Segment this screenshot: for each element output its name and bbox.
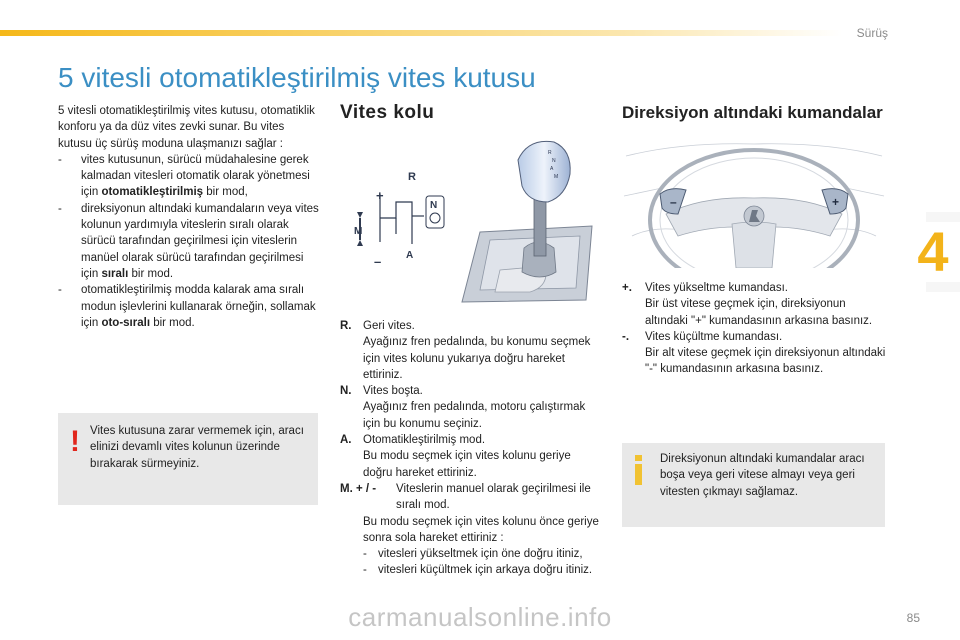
definition-row bbox=[340, 481, 602, 514]
definition-row bbox=[622, 280, 886, 296]
definition-row bbox=[340, 514, 602, 547]
definition-value: Bir üst vitese geçmek için, direksiyonun altındaki "+" kumandasının arkasına basınız. bbox=[645, 298, 873, 327]
definition-value: Viteslerin manuel olarak geçirilmesi ile sıralı mod. bbox=[396, 482, 591, 512]
definition-value: Geri vites. bbox=[363, 320, 415, 332]
steering-wheel-illustration bbox=[622, 136, 886, 268]
intro-paragraph: 5 vitesli otomatikleştirilmiş vites kutusu, otomatiklik konforu ya da düz vites zevki sunar. Bu vites kutusu üç sürüş moduna ulaşmanızı sağlar : bbox=[58, 105, 315, 150]
list-dash: - bbox=[58, 202, 62, 215]
definition-row bbox=[340, 432, 602, 448]
definition-key: R. bbox=[340, 320, 352, 332]
definition-row bbox=[340, 318, 602, 334]
gear-lever-heading: Vites kolu bbox=[340, 102, 435, 123]
shift-label-m: M bbox=[354, 226, 363, 237]
watermark: carmanualsonline.info bbox=[348, 602, 612, 632]
page-title: 5 vitesli otomatikleştirilmiş vites kutusu bbox=[58, 62, 536, 93]
definition-key: -. bbox=[622, 330, 630, 343]
svg-text:R: R bbox=[548, 150, 552, 156]
shift-label-n: N bbox=[430, 200, 438, 211]
list-text: otomatikleştirilmiş modda kalarak ama sıralı modun işlevlerini kullanarak örneğin, sollamak için bbox=[81, 284, 316, 329]
intro-text bbox=[58, 103, 320, 331]
list-text: bir mod, bbox=[203, 186, 248, 199]
intro-list-item bbox=[58, 282, 320, 331]
paddles-heading: Direksiyon altındaki kumandalar bbox=[622, 103, 883, 122]
definition-row bbox=[340, 383, 602, 399]
definition-key: N. bbox=[340, 385, 352, 398]
definition-key: A. bbox=[340, 434, 352, 447]
definition-value: Bu modu seçmek için vites kolunu geriye doğru hareket ettiriniz. bbox=[363, 450, 571, 479]
intro-list-item bbox=[58, 152, 320, 201]
list-text: vites kutusunun, sürücü müdahalesine gerek kalmadan vitesleri otomatik olarak yönetmesi için bbox=[81, 153, 310, 199]
list-dash: - bbox=[363, 548, 367, 561]
list-dash: - bbox=[363, 564, 367, 577]
gear-lever-illustration bbox=[340, 136, 602, 304]
list-dash: - bbox=[58, 153, 62, 166]
intro-list-item bbox=[58, 201, 320, 282]
list-text: bir mod. bbox=[150, 316, 195, 329]
list-text: vitesleri yükseltmek için öne doğru itiniz, bbox=[378, 548, 583, 561]
definition-row bbox=[622, 329, 886, 345]
header-accent-bar bbox=[0, 30, 842, 36]
definition-row bbox=[340, 448, 602, 481]
info-box bbox=[622, 443, 885, 527]
warning-text: Vites kutusuna zarar vermemek için, aracı elinizi devamlı vites kolunun üzerinde bırakarak sürmeyiniz. bbox=[90, 425, 304, 470]
definition-row bbox=[340, 399, 602, 432]
page-number: 85 bbox=[906, 611, 920, 625]
paddles-definitions bbox=[622, 280, 886, 378]
info-icon bbox=[632, 455, 646, 485]
svg-text:+: + bbox=[832, 195, 840, 209]
warning-icon: ! bbox=[70, 425, 80, 458]
gear-lever-definitions bbox=[340, 318, 602, 579]
chapter-number: 4 bbox=[906, 222, 960, 282]
shift-gate-diagram bbox=[380, 194, 424, 244]
list-text: vitesleri küçültmek için arkaya doğru itiniz. bbox=[378, 564, 593, 577]
list-text: bir mod. bbox=[128, 267, 174, 280]
svg-text:–: – bbox=[670, 195, 677, 209]
definition-value: Bu modu seçmek için vites kolunu önce geriye sonra sola hareket ettiriniz : bbox=[363, 515, 599, 544]
sub-list-item bbox=[340, 546, 602, 562]
definition-value: Otomatikleştirilmiş mod. bbox=[363, 434, 486, 447]
definition-value: Bir alt vitese geçmek için direksiyonun altındaki "-" kumandasının arkasına basınız. bbox=[645, 347, 886, 376]
list-bold-term: oto-sıralı bbox=[101, 316, 151, 329]
list-bold-term: otomatikleştirilmiş bbox=[101, 186, 204, 199]
definition-row bbox=[340, 334, 602, 383]
shift-label-plus: + bbox=[376, 188, 384, 203]
definition-value: Vites yükseltme kumandası. bbox=[645, 282, 788, 294]
definition-value: Ayağınız fren pedalında, bu konumu seçmek için vites kolunu yukarıya doğru hareket ettiriniz. bbox=[363, 336, 591, 381]
definition-row bbox=[622, 296, 886, 329]
warning-box bbox=[58, 413, 318, 505]
section-title: Sürüş bbox=[856, 26, 888, 40]
svg-text:A: A bbox=[550, 166, 554, 172]
sub-list-item bbox=[340, 562, 602, 578]
info-text: Direksiyonun altındaki kumandalar aracı boşa veya geri vitese almayı veya geri vitesten çıkmayı sağlamaz. bbox=[660, 453, 865, 498]
svg-text:N: N bbox=[552, 158, 556, 164]
list-dash: - bbox=[58, 284, 62, 297]
shift-label-minus: – bbox=[374, 254, 382, 269]
list-text: direksiyonun altındaki kumandaların veya vites kolunun yardımıyla viteslerin sıralı olarak sürücü tarafından geçirilmesi için viteslerin manüel olarak sürücü tarafından geçirilmesi için bbox=[81, 202, 319, 280]
definition-row bbox=[622, 345, 886, 378]
definition-key: M. + / - bbox=[340, 482, 377, 495]
definition-value: Vites boşta. bbox=[363, 385, 423, 398]
svg-text:M: M bbox=[554, 174, 559, 180]
shift-label-r: R bbox=[408, 171, 416, 183]
shift-label-a: A bbox=[406, 250, 414, 261]
list-bold-term: sıralı bbox=[101, 267, 129, 280]
definition-value: Ayağınız fren pedalında, motoru çalıştırmak için bu konumu seçiniz. bbox=[363, 401, 586, 430]
definition-key: +. bbox=[622, 282, 632, 294]
definition-value: Vites küçültme kumandası. bbox=[645, 330, 783, 343]
